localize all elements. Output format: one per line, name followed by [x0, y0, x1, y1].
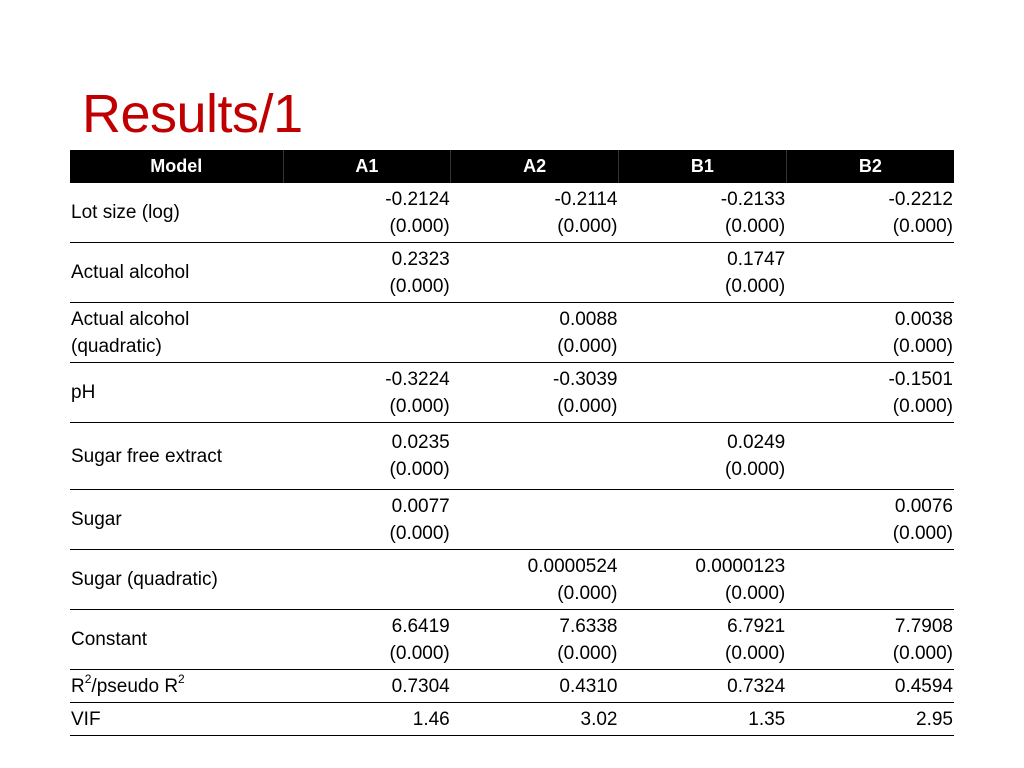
- header-b2: B2: [786, 150, 954, 183]
- coefficient: 0.2323: [391, 248, 450, 270]
- p-value: (0.000): [557, 395, 618, 417]
- row-label: [70, 303, 283, 363]
- value-cell: [451, 550, 619, 610]
- p-value: (0.000): [892, 522, 953, 544]
- stat-label-text: /pseudo R: [91, 675, 179, 697]
- row-label-line: (quadratic): [71, 335, 162, 357]
- value-cell: [451, 423, 619, 490]
- p-value: (0.000): [389, 522, 450, 544]
- value-cell: [451, 303, 619, 363]
- value-cell: [283, 303, 451, 363]
- row-label: [70, 490, 283, 550]
- coefficient: -0.3224: [385, 368, 450, 390]
- row-label: [70, 243, 283, 303]
- p-value: (0.000): [557, 642, 618, 664]
- stat-value: 0.4310: [451, 670, 619, 703]
- value-cell: [786, 303, 954, 363]
- value-cell: [619, 303, 787, 363]
- coefficient: 0.1747: [727, 248, 786, 270]
- stat-label: [70, 670, 283, 703]
- row-label: [70, 423, 283, 490]
- table-row: [70, 243, 954, 303]
- coefficient: 0.0076: [894, 495, 953, 517]
- value-cell: [283, 183, 451, 243]
- p-value: (0.000): [389, 215, 450, 237]
- value-cell: [451, 243, 619, 303]
- p-value: (0.000): [389, 642, 450, 664]
- p-value: (0.000): [557, 215, 618, 237]
- header-a2: A2: [451, 150, 619, 183]
- value-cell: [283, 363, 451, 423]
- p-value: (0.000): [892, 215, 953, 237]
- coefficient: -0.1501: [888, 368, 953, 390]
- coefficient: 0.0000524: [527, 555, 618, 577]
- stat-value: 1.35: [619, 703, 787, 736]
- row-label: [70, 610, 283, 670]
- stat-value: 2.95: [786, 703, 954, 736]
- row-label: [70, 363, 283, 423]
- stat-label-text: VIF: [71, 708, 101, 730]
- row-label-line: Lot size (log): [71, 202, 180, 223]
- p-value: (0.000): [389, 395, 450, 417]
- value-cell: [619, 183, 787, 243]
- p-value: (0.000): [725, 215, 786, 237]
- value-cell: [619, 363, 787, 423]
- stat-label: [70, 703, 283, 736]
- coefficient: 0.0077: [391, 495, 450, 517]
- header-model: Model: [70, 150, 283, 183]
- row-label-line: Sugar (quadratic): [71, 569, 218, 590]
- stat-row: [70, 703, 954, 736]
- table-row: [70, 303, 954, 363]
- stat-value: 3.02: [451, 703, 619, 736]
- coefficient: 0.0088: [559, 308, 618, 330]
- header-b1: B1: [619, 150, 787, 183]
- value-cell: [619, 550, 787, 610]
- value-cell: [619, 490, 787, 550]
- table-row: [70, 490, 954, 550]
- coefficient: 7.6338: [559, 615, 618, 637]
- coefficient: 6.6419: [391, 615, 450, 637]
- stat-value: 0.4594: [786, 670, 954, 703]
- p-value: (0.000): [389, 459, 450, 480]
- coefficient: 0.0235: [391, 432, 450, 453]
- stat-value: 0.7324: [619, 670, 787, 703]
- row-label-line: Sugar free extract: [71, 445, 223, 467]
- value-cell: [786, 550, 954, 610]
- coefficient: 0.0000123: [695, 555, 786, 577]
- table-row: [70, 610, 954, 670]
- results-table: [70, 150, 954, 736]
- value-cell: [451, 490, 619, 550]
- stat-value: 0.7304: [283, 670, 451, 703]
- value-cell: [786, 423, 954, 490]
- coefficient: -0.2124: [385, 188, 450, 210]
- value-cell: [451, 363, 619, 423]
- value-cell: [786, 363, 954, 423]
- table-header-row: [70, 150, 954, 183]
- row-label-line: Actual alcohol: [71, 262, 190, 283]
- p-value: (0.000): [892, 642, 953, 664]
- table-row: [70, 423, 954, 490]
- value-cell: [283, 610, 451, 670]
- p-value: (0.000): [389, 275, 450, 297]
- coefficient: 7.7908: [894, 615, 953, 637]
- coefficient: -0.3039: [553, 368, 618, 390]
- value-cell: [451, 183, 619, 243]
- value-cell: [786, 610, 954, 670]
- coefficient: -0.2114: [554, 188, 618, 210]
- value-cell: [283, 490, 451, 550]
- value-cell: [283, 243, 451, 303]
- stat-label-text: R: [71, 675, 85, 697]
- value-cell: [451, 610, 619, 670]
- value-cell: [283, 423, 451, 490]
- p-value: (0.000): [892, 335, 953, 357]
- table-row: [70, 183, 954, 243]
- stat-value: 1.46: [283, 703, 451, 736]
- slide-title: Results/1: [82, 84, 303, 144]
- value-cell: [619, 423, 787, 490]
- stat-row: [70, 670, 954, 703]
- row-label-line: Constant: [71, 629, 148, 650]
- value-cell: [283, 550, 451, 610]
- p-value: (0.000): [725, 459, 786, 480]
- header-a1: A1: [283, 150, 451, 183]
- row-label-line: Sugar: [71, 509, 122, 530]
- row-label: [70, 550, 283, 610]
- value-cell: [619, 243, 787, 303]
- row-label: [70, 183, 283, 243]
- value-cell: [786, 490, 954, 550]
- table-row: [70, 550, 954, 610]
- stat-label-superscript: 2: [178, 672, 185, 687]
- p-value: (0.000): [725, 275, 786, 297]
- coefficient: 0.0038: [894, 308, 953, 330]
- coefficient: 0.0249: [727, 432, 786, 453]
- p-value: (0.000): [725, 642, 786, 664]
- stat-label-superscript: 2: [84, 672, 92, 687]
- coefficient: -0.2212: [888, 188, 953, 210]
- coefficient: -0.2133: [720, 188, 786, 210]
- table-row: [70, 363, 954, 423]
- p-value: (0.000): [725, 582, 786, 604]
- value-cell: [786, 243, 954, 303]
- value-cell: [786, 183, 954, 243]
- row-label-line: Actual alcohol: [71, 308, 190, 330]
- p-value: (0.000): [557, 582, 618, 604]
- table-body: [70, 183, 954, 736]
- p-value: (0.000): [557, 335, 618, 357]
- coefficient: 6.7921: [727, 615, 786, 637]
- p-value: (0.000): [892, 395, 953, 417]
- value-cell: [619, 610, 787, 670]
- row-label-line: pH: [71, 382, 96, 403]
